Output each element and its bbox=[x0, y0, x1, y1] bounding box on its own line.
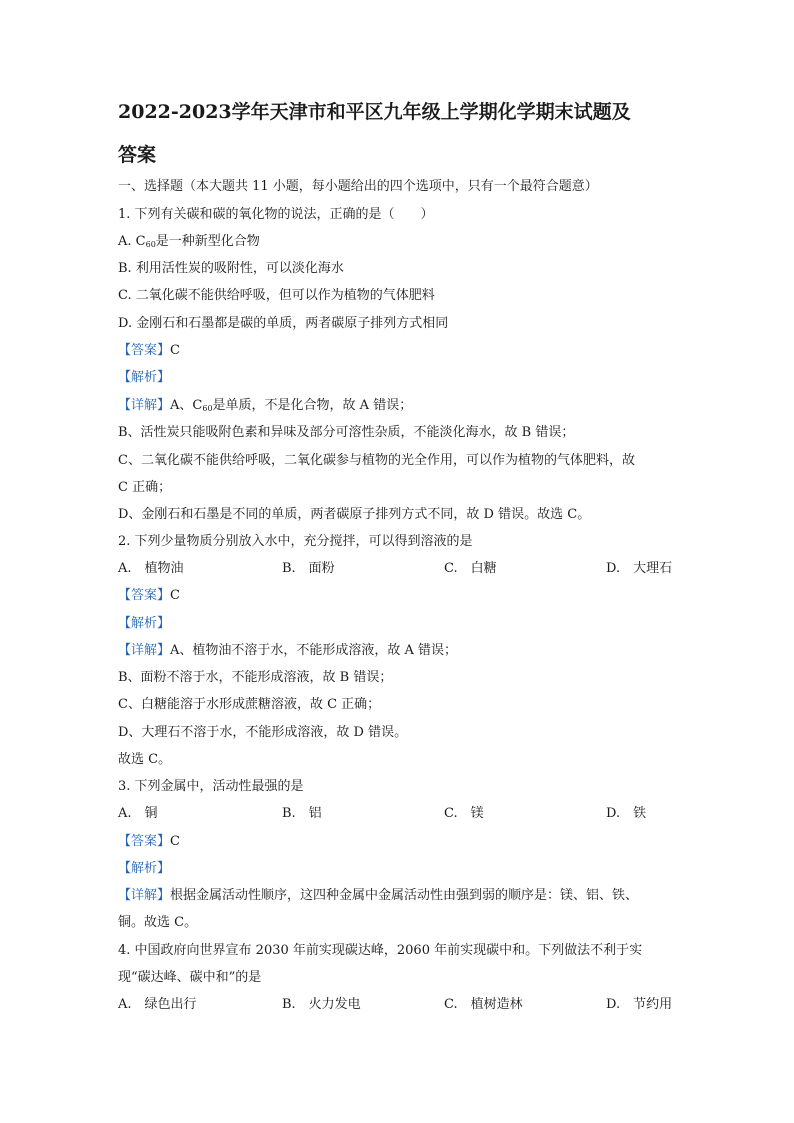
q2-option-c: C. 白糖 bbox=[444, 561, 497, 576]
q1-option-d: D. 金刚石和石墨都是碳的单质，两者碳原子排列方式相同 bbox=[118, 316, 449, 331]
section-heading: 一、选择题（本大题共 11 小题，每小题给出的四个选项中，只有一个最符合题意） bbox=[118, 179, 598, 194]
q1-option-c: C. 二氧化碳不能供给呼吸，但可以作为植物的气体肥料 bbox=[118, 288, 435, 303]
q3-option-d: D. 铁 bbox=[606, 806, 647, 821]
q1-detail-3: C、二氧化碳不能供给呼吸，二氧化碳参与植物的光全作用，可以作为植物的气体肥料，故 bbox=[118, 453, 635, 468]
q3-option-b: B. 铝 bbox=[282, 806, 322, 821]
q2-analysis-tag: 【解析】 bbox=[118, 616, 171, 631]
q1-detail-4: D、金刚石和石墨是不同的单质，两者碳原子排列方式不同，故 D 错误。故选 C。 bbox=[118, 507, 591, 522]
document-title-line-1: 2022-2023学年天津市和平区九年级上学期化学期末试题及 bbox=[118, 101, 631, 123]
q3-option-c: C. 镁 bbox=[444, 806, 484, 821]
q2-option-b: B. 面粉 bbox=[282, 561, 335, 576]
detail-tag: 【详解】 bbox=[118, 888, 171, 903]
answer-tag: 【答案】 bbox=[118, 834, 171, 849]
q2-detail-3: C、白糖能溶于水形成蔗糖溶液，故 C 正确； bbox=[118, 697, 381, 712]
q4-option-d: D. 节约用 bbox=[606, 997, 673, 1012]
q4-stem-2: 现“碳达峰、碳中和”的是 bbox=[118, 970, 262, 985]
q3-stem: 3. 下列金属中，活动性最强的是 bbox=[118, 779, 304, 794]
q4-option-a: A. 绿色出行 bbox=[118, 997, 197, 1012]
q3-option-a: A. 铜 bbox=[118, 806, 158, 821]
q2-option-a: A. 植物油 bbox=[118, 561, 184, 576]
q3-detail-2: 铜。故选 C。 bbox=[118, 915, 198, 930]
q3-detail-1: 【详解】根据金属活动性顺序，这四种金属中金属活动性由强到弱的顺序是：镁、铝、铁、 bbox=[118, 888, 639, 903]
q2-detail-5: 故选 C。 bbox=[118, 752, 172, 767]
q1-detail-1: 【详解】A、$C_{60}$是单质，不是化合物，故 A 错误； bbox=[118, 398, 413, 413]
q2-option-d: D. 大理石 bbox=[606, 561, 673, 576]
q3-answer: 【答案】C bbox=[118, 834, 180, 849]
q2-detail-1: 【详解】A、植物油不溶于水，不能形成溶液，故 A 错误； bbox=[118, 643, 458, 658]
q1-option-a: A. $C_{60}$是一种新型化合物 bbox=[118, 234, 260, 249]
q4-option-c: C. 植树造林 bbox=[444, 997, 523, 1012]
q1-detail-3b: C 正确； bbox=[118, 480, 172, 495]
answer-tag: 【答案】 bbox=[118, 343, 171, 358]
document-title-line-2: 答案 bbox=[118, 144, 157, 166]
detail-tag: 【详解】 bbox=[118, 643, 171, 658]
q1-answer: 【答案】C bbox=[118, 343, 180, 358]
q3-analysis-tag: 【解析】 bbox=[118, 861, 171, 876]
detail-tag: 【详解】 bbox=[118, 398, 171, 413]
q2-stem: 2. 下列少量物质分别放入水中，充分搅拌，可以得到溶液的是 bbox=[118, 534, 473, 549]
q1-analysis-tag: 【解析】 bbox=[118, 370, 171, 385]
q2-answer: 【答案】C bbox=[118, 588, 180, 603]
answer-tag: 【答案】 bbox=[118, 588, 171, 603]
q1-option-b: B. 利用活性炭的吸附性，可以淡化海水 bbox=[118, 261, 344, 276]
q2-detail-2: B、面粉不溶于水，不能形成溶液，故 B 错误； bbox=[118, 670, 393, 685]
q1-detail-2: B、活性炭只能吸附色素和异味及部分可溶性杂质，不能淡化海水，故 B 错误； bbox=[118, 425, 575, 440]
q1-stem: 1. 下列有关碳和碳的氧化物的说法，正确的是（ ） bbox=[118, 207, 434, 222]
q2-detail-4: D、大理石不溶于水，不能形成溶液，故 D 错误。 bbox=[118, 725, 408, 740]
q4-option-b: B. 火力发电 bbox=[282, 997, 361, 1012]
q4-stem-1: 4. 中国政府向世界宣布 2030 年前实现碳达峰，2060 年前实现碳中和。下列做法不利于实 bbox=[118, 943, 643, 958]
